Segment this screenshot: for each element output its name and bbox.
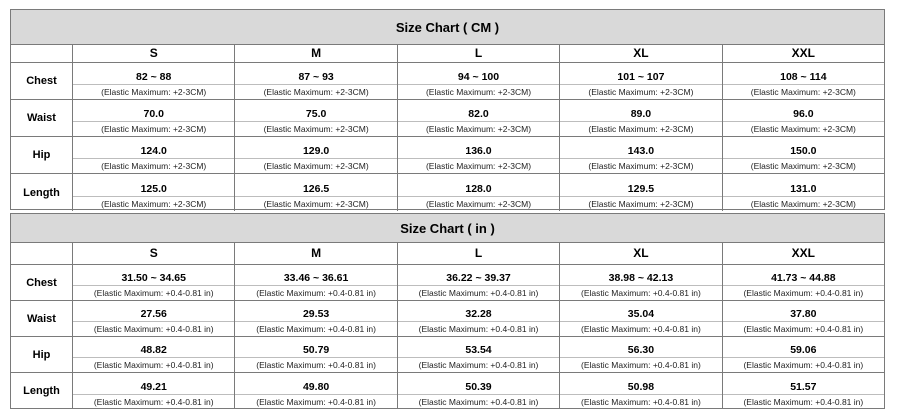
size-cell [235, 100, 397, 136]
measurement-value: 131.0 [723, 174, 884, 197]
measurement-value: 70.0 [73, 100, 234, 122]
row-label: Length [11, 174, 73, 211]
measurement-row-hip [11, 337, 884, 373]
size-cell [398, 373, 560, 409]
row-label: Chest [11, 265, 73, 300]
measurement-value: 48.82 [73, 337, 234, 358]
chart-title-inch: Size Chart ( in ) [11, 214, 884, 243]
elastic-note: (Elastic Maximum: +2-3CM) [101, 199, 207, 209]
elastic-note: (Elastic Maximum: +2-3CM) [263, 124, 369, 134]
size-cell [723, 373, 884, 409]
measurement-value: 128.0 [398, 174, 559, 197]
size-chart-cm [10, 9, 885, 210]
row-label: Hip [11, 337, 73, 372]
size-cell [560, 63, 722, 99]
size-cell [723, 265, 884, 300]
size-cell [73, 63, 235, 99]
size-cell [398, 174, 560, 211]
size-header-m: M [235, 243, 397, 264]
size-cell [398, 100, 560, 136]
size-cell [723, 137, 884, 173]
elastic-note: (Elastic Maximum: +0.4-0.81 in) [743, 360, 864, 370]
elastic-note: (Elastic Maximum: +2-3CM) [101, 161, 207, 171]
measurement-value: 129.5 [560, 174, 721, 197]
size-cell [723, 63, 884, 99]
row-label: Hip [11, 137, 73, 173]
measurement-value: 51.57 [723, 373, 884, 395]
measurement-value: 49.80 [235, 373, 396, 395]
elastic-note: (Elastic Maximum: +0.4-0.81 in) [418, 360, 539, 370]
elastic-note: (Elastic Maximum: +2-3CM) [588, 199, 694, 209]
size-header-s: S [73, 45, 235, 62]
measurement-value: 150.0 [723, 137, 884, 159]
elastic-note: (Elastic Maximum: +2-3CM) [101, 87, 207, 97]
size-header-xxl: XXL [791, 246, 815, 260]
measurement-value: 50.98 [560, 373, 721, 395]
measurement-row-chest [11, 63, 884, 100]
rows-cm [11, 63, 884, 211]
size-header-l: L [398, 243, 560, 264]
size-cell [560, 174, 722, 211]
elastic-note: (Elastic Maximum: +0.4-0.81 in) [743, 324, 864, 334]
elastic-note: (Elastic Maximum: +2-3CM) [588, 124, 694, 134]
size-cell [723, 100, 884, 136]
size-header-xl: XL [560, 243, 722, 264]
size-cell [560, 137, 722, 173]
elastic-note: (Elastic Maximum: +0.4-0.81 in) [418, 397, 539, 407]
size-header-xxl: XXL [791, 46, 815, 60]
measurement-value: 31.50 ~ 34.65 [73, 265, 234, 286]
measurement-row-length [11, 174, 884, 211]
measurement-value: 27.56 [73, 301, 234, 322]
measurement-value: 108 ~ 114 [723, 63, 884, 85]
size-cell [398, 301, 560, 336]
elastic-note: (Elastic Maximum: +0.4-0.81 in) [581, 324, 701, 334]
measurement-value: 136.0 [398, 137, 559, 159]
rows-inch [11, 265, 884, 409]
measurement-value: 124.0 [73, 137, 234, 159]
elastic-note: (Elastic Maximum: +0.4-0.81 in) [581, 360, 701, 370]
elastic-note: (Elastic Maximum: +2-3CM) [425, 124, 532, 134]
elastic-note: (Elastic Maximum: +2-3CM) [588, 161, 694, 171]
measurement-value: 32.28 [398, 301, 559, 322]
measurement-value: 36.22 ~ 39.37 [398, 265, 559, 286]
measurement-value: 59.06 [723, 337, 884, 358]
header-corner [11, 243, 73, 264]
elastic-note: (Elastic Maximum: +0.4-0.81 in) [418, 324, 539, 334]
size-header-xl: XL [560, 45, 722, 62]
row-label: Waist [11, 100, 73, 136]
measurement-value: 56.30 [560, 337, 721, 358]
elastic-note: (Elastic Maximum: +0.4-0.81 in) [93, 288, 214, 298]
measurement-value: 82 ~ 88 [73, 63, 234, 85]
size-cell [723, 337, 884, 372]
elastic-note: (Elastic Maximum: +2-3CM) [750, 161, 856, 171]
size-cell [73, 337, 235, 372]
elastic-note: (Elastic Maximum: +0.4-0.81 in) [418, 288, 539, 298]
elastic-note: (Elastic Maximum: +0.4-0.81 in) [581, 397, 701, 407]
size-cell [73, 373, 235, 409]
size-cell [398, 137, 560, 173]
size-cell [560, 100, 722, 136]
measurement-value: 129.0 [235, 137, 396, 159]
elastic-note: (Elastic Maximum: +2-3CM) [750, 199, 856, 209]
elastic-note: (Elastic Maximum: +2-3CM) [263, 161, 369, 171]
size-cell [723, 301, 884, 336]
measurement-value: 75.0 [235, 100, 396, 122]
size-cell [73, 265, 235, 300]
elastic-note: (Elastic Maximum: +0.4-0.81 in) [256, 360, 376, 370]
elastic-note: (Elastic Maximum: +2-3CM) [263, 199, 369, 209]
size-cell [73, 174, 235, 211]
header-corner [11, 45, 73, 62]
elastic-note: (Elastic Maximum: +0.4-0.81 in) [93, 360, 214, 370]
elastic-note: (Elastic Maximum: +0.4-0.81 in) [256, 288, 376, 298]
measurement-row-chest [11, 265, 884, 301]
elastic-note: (Elastic Maximum: +2-3CM) [425, 161, 532, 171]
measurement-value: 53.54 [398, 337, 559, 358]
row-label: Chest [11, 63, 73, 99]
measurement-row-hip [11, 137, 884, 174]
measurement-value: 37.80 [723, 301, 884, 322]
measurement-value: 126.5 [235, 174, 396, 197]
elastic-note: (Elastic Maximum: +0.4-0.81 in) [743, 397, 864, 407]
size-cell [73, 100, 235, 136]
elastic-note: (Elastic Maximum: +2-3CM) [425, 87, 532, 97]
size-cell [723, 174, 884, 211]
measurement-value: 41.73 ~ 44.88 [723, 265, 884, 286]
size-chart-inch [10, 213, 885, 409]
size-cell [235, 337, 397, 372]
size-header-s: S [73, 243, 235, 264]
size-cell [560, 337, 722, 372]
measurement-value: 101 ~ 107 [560, 63, 721, 85]
size-cell [235, 63, 397, 99]
size-cell [398, 63, 560, 99]
size-header-m: M [235, 45, 397, 62]
elastic-note: (Elastic Maximum: +2-3CM) [425, 199, 532, 209]
row-label: Waist [11, 301, 73, 336]
measurement-row-length [11, 373, 884, 409]
elastic-note: (Elastic Maximum: +0.4-0.81 in) [743, 288, 864, 298]
elastic-note: (Elastic Maximum: +0.4-0.81 in) [581, 288, 701, 298]
measurement-value: 125.0 [73, 174, 234, 197]
elastic-note: (Elastic Maximum: +0.4-0.81 in) [93, 324, 214, 334]
size-cell [560, 301, 722, 336]
measurement-value: 143.0 [560, 137, 721, 159]
size-cell [235, 265, 397, 300]
measurement-value: 50.39 [398, 373, 559, 395]
row-label: Length [11, 373, 73, 409]
measurement-value: 33.46 ~ 36.61 [235, 265, 396, 286]
size-cell [398, 337, 560, 372]
size-cell [560, 373, 722, 409]
measurement-value: 38.98 ~ 42.13 [560, 265, 721, 286]
elastic-note: (Elastic Maximum: +0.4-0.81 in) [256, 324, 376, 334]
size-cell [235, 301, 397, 336]
size-cell [73, 137, 235, 173]
size-header-row-inch [11, 243, 884, 265]
size-cell [398, 265, 560, 300]
elastic-note: (Elastic Maximum: +2-3CM) [750, 87, 856, 97]
size-cell [73, 301, 235, 336]
measurement-value: 50.79 [235, 337, 396, 358]
elastic-note: (Elastic Maximum: +2-3CM) [588, 87, 694, 97]
size-cell [235, 137, 397, 173]
measurement-value: 82.0 [398, 100, 559, 122]
measurement-value: 29.53 [235, 301, 396, 322]
measurement-value: 94 ~ 100 [398, 63, 559, 85]
size-header-l: L [398, 45, 560, 62]
measurement-value: 49.21 [73, 373, 234, 395]
size-cell [235, 373, 397, 409]
elastic-note: (Elastic Maximum: +2-3CM) [750, 124, 856, 134]
measurement-value: 87 ~ 93 [235, 63, 396, 85]
elastic-note: (Elastic Maximum: +0.4-0.81 in) [93, 397, 214, 407]
measurement-value: 89.0 [560, 100, 721, 122]
elastic-note: (Elastic Maximum: +2-3CM) [101, 124, 207, 134]
size-cell [560, 265, 722, 300]
size-cell [235, 174, 397, 211]
elastic-note: (Elastic Maximum: +0.4-0.81 in) [256, 397, 376, 407]
measurement-row-waist [11, 301, 884, 337]
elastic-note: (Elastic Maximum: +2-3CM) [263, 87, 369, 97]
measurement-row-waist [11, 100, 884, 137]
measurement-value: 96.0 [723, 100, 884, 122]
measurement-value: 35.04 [560, 301, 721, 322]
chart-title-cm: Size Chart ( CM ) [11, 10, 884, 45]
size-header-row-cm [11, 45, 884, 63]
